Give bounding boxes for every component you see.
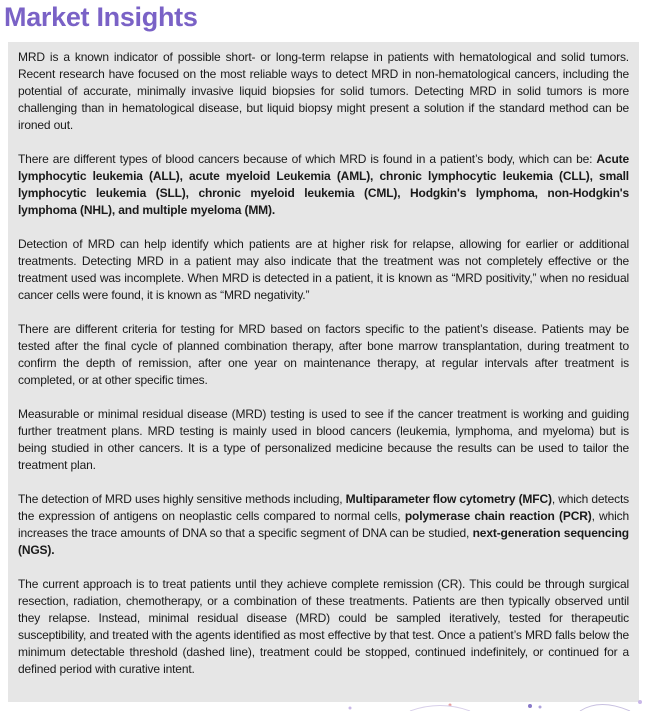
paragraph-text: There are different types of blood cancers because of which MRD is found in a patient’s body, which can be: (18, 152, 597, 166)
paragraph-testing-criteria: There are different criteria for testing for MRD based on factors specific to the patient’s disease. Patients may be tested after the final cycle of planned combination therapy, after bone marrow transplantation, during treatment to confirm the depth of remission, after one year on maintenance therapy, at regular intervals after treatment is completed, or at other specific times. (18, 322, 629, 387)
paragraph-text: The detection of MRD uses highly sensitive methods including, (18, 492, 346, 506)
method-ngs: next-generation sequencing (NGS). (18, 526, 629, 557)
paragraph-mrd-detection: Detection of MRD can help identify which patients are at higher risk for relapse, allowing for earlier or additional treatments. Detecting MRD in a patient may also indicate that the treatment was not completely effective or the treatment used was incomplete. When MRD is detected in a patient, it is known as “MRD positivity,” when no residual cancer cells were found, it is known as “MRD negativity.” (18, 237, 629, 302)
paragraph-text: , which increases the trace amounts of DNA so that a specific segment of DNA can be studied, (18, 509, 629, 540)
paragraph-mrd-testing: Measurable or minimal residual disease (MRD) testing is used to see if the cancer treatment is working and guiding further treatment plans. MRD testing is mainly used in blood cancers (leukemia, lymphoma, and myeloma) but is being studied in other cancers. It is a type of personalized medicine because the results can be used to tailor the treatment plan. (18, 407, 629, 472)
method-mfc: Multiparameter flow cytometry (MFC) (345, 492, 552, 506)
paragraph-blood-cancer-types (18, 151, 629, 219)
paragraph-detection-methods (18, 491, 629, 559)
page-title: Market Insights (4, 2, 198, 32)
paragraph-current-approach: The current approach is to treat patients until they achieve complete remission (CR). This could be through surgical resection, radiation, chemotherapy, or a combination of these treatments. Patients are then typically observed until they relapse. Instead, minimal residual disease (MRD) could be sampled iteratively, tested for therapeutic susceptibility, and treated with the agents identified as most effective by that test. Once a patient’s MRD falls below the minimum detectable threshold (dashed line), treatment could be stopped, continued indefinitely, or continued for a defined period with curative intent. (18, 577, 629, 676)
decorative-molecule-graphic (330, 700, 647, 711)
paragraph-text: , which detects the expression of antigens on neoplastic cells compared to normal cells, (18, 492, 629, 523)
paragraph-mrd-overview: MRD is a known indicator of possible short- or long-term relapse in patients with hematological and solid tumors. Recent research have focused on the most reliable ways to detect MRD in non-hematological cancers, including the potential of accurate, minimally invasive liquid biopsies for solid tumors. Detecting MRD in solid tumors is more challenging than in hematological disease, but liquid biopsy might present a solution if the standard method can be ironed out. (18, 50, 629, 132)
insights-text-box (8, 42, 639, 702)
method-pcr: polymerase chain reaction (PCR) (404, 509, 592, 523)
cancer-types-list: Acute lymphocytic leukemia (ALL), acute myeloid Leukemia (AML), chronic lymphocytic leukemia (CLL), small lymphocytic leukemia (SLL), chronic myeloid leukemia (CML), Hodgkin's lymphoma, non-Hodgkin's lymphoma (NHL), and multiple myeloma (MM). (18, 152, 629, 217)
